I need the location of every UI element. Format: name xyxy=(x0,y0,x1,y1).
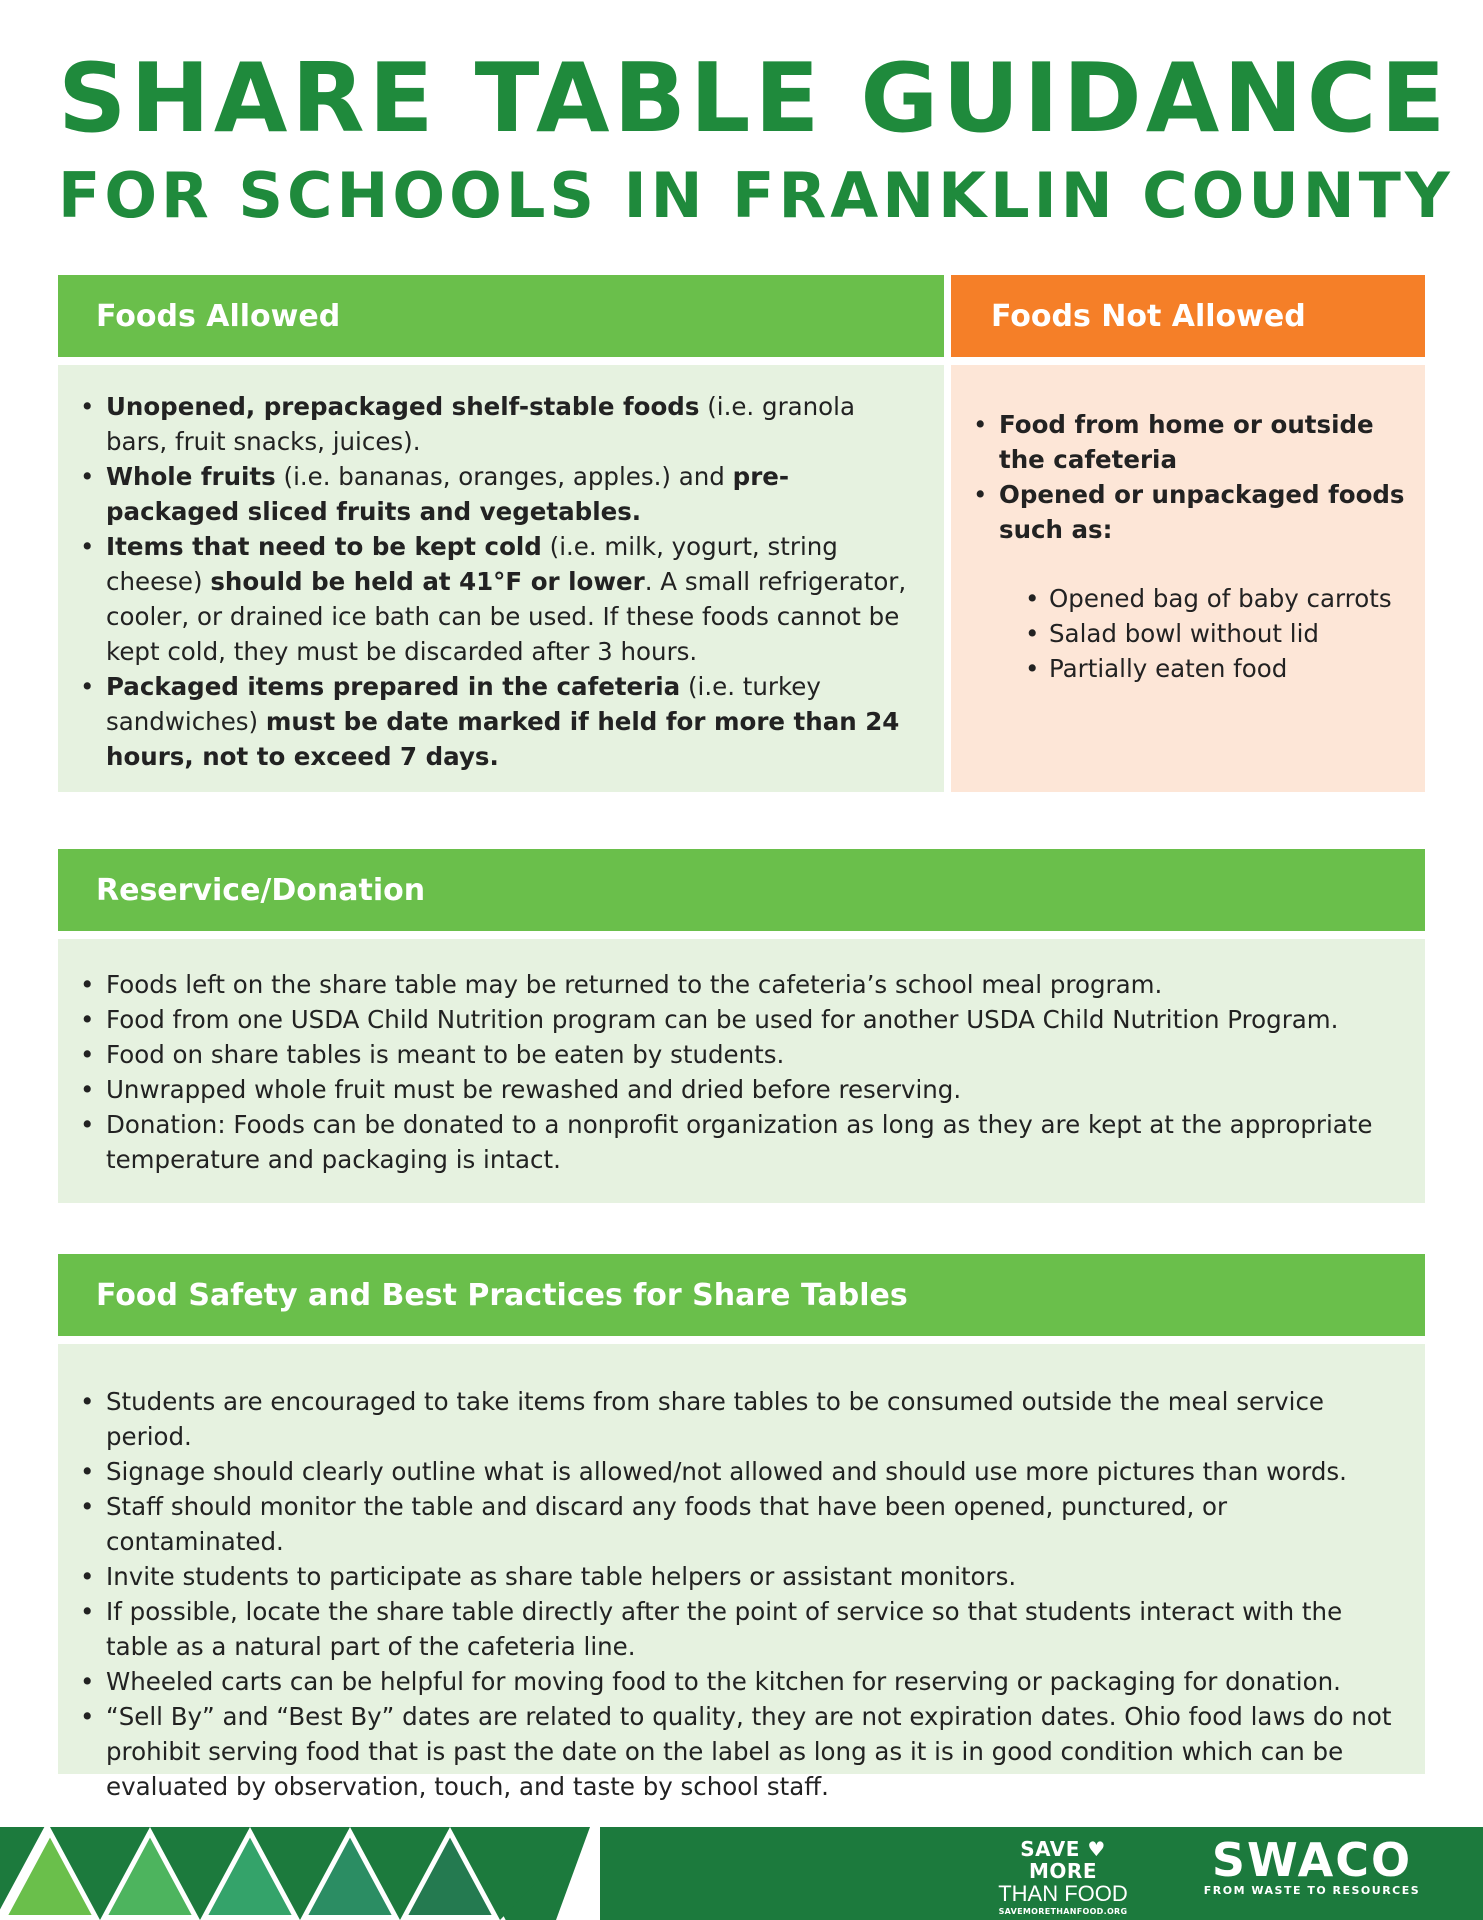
list-item: • Invite students to participate as share table helpers or assistant monitors. xyxy=(58,1559,1395,1594)
list-item: • Food from home or outside the cafeteria xyxy=(951,407,1405,477)
foods-not-allowed-heading: Foods Not Allowed xyxy=(951,275,1425,357)
list-item: • If possible, locate the share table directly after the point of service so that students interact with the table as a natural part of the cafeteria line. xyxy=(58,1594,1395,1664)
list-item: • Wheeled carts can be helpful for moving food to the kitchen for reserving or packaging for donation. xyxy=(58,1664,1395,1699)
list-item: • Opened bag of baby carrots xyxy=(951,581,1405,616)
food-safety-heading: Food Safety and Best Practices for Share Tables xyxy=(58,1254,1425,1336)
foods-allowed-list xyxy=(58,389,914,774)
foods-not-allowed-list xyxy=(951,407,1405,547)
swaco-name: SWACO xyxy=(1211,1833,1413,1887)
list-item: • Food from one USDA Child Nutrition program can be used for another USDA Child Nutrition Program. xyxy=(58,1002,1395,1037)
swaco-logo xyxy=(1196,1833,1428,1898)
list-item: • Signage should clearly outline what is allowed/not allowed and should use more pictures than words. xyxy=(58,1454,1395,1489)
list-item: • Unwrapped whole fruit must be rewashed and dried before reserving. xyxy=(58,1072,1395,1107)
list-item: • Opened or unpackaged foods such as: xyxy=(951,477,1405,547)
foods-not-allowed-examples xyxy=(951,581,1405,686)
list-item: • Items that need to be kept cold (i.e. milk, yogurt, string cheese) should be held at 41°F or lower. A small refrigerator, cooler, or drained ice bath can be used. If these foods cannot be kept cold, they must be discarded after 3 hours. xyxy=(58,529,914,669)
swaco-tagline: FROM WASTE TO RESOURCES xyxy=(1203,1884,1421,1897)
save-more-than-food-logo xyxy=(998,1838,1128,1918)
list-item: • Partially eaten food xyxy=(951,651,1405,686)
food-safety-list xyxy=(58,1384,1395,1804)
list-item: • Packaged items prepared in the cafeteria (i.e. turkey sandwiches) must be date marked if held for more than 24 hours, not to exceed 7 days. xyxy=(58,669,914,774)
reservice-list xyxy=(58,967,1395,1177)
reservice-heading: Reservice/Donation xyxy=(58,849,1425,931)
page-title: SHARE TABLE GUIDANCE xyxy=(58,44,1450,154)
smtf-url: SAVEMORETHANFOOD.ORG xyxy=(998,1907,1128,1916)
list-item: • Foods left on the share table may be returned to the cafeteria’s school meal program. xyxy=(58,967,1395,1002)
foods-allowed-heading: Foods Allowed xyxy=(58,275,944,357)
foods-allowed-card xyxy=(58,275,944,792)
page-subtitle: FOR SCHOOLS IN FRANKLIN COUNTY xyxy=(58,159,1454,232)
reservice-card xyxy=(58,849,1425,1203)
list-item: • “Sell By” and “Best By” dates are related to quality, they are not expiration dates. Ohio food laws do not prohibit serving food that is past the date on the label as long as it is in good condition which can be evaluated by observation, touch, and taste by school staff. xyxy=(58,1699,1395,1804)
list-item: • Unopened, prepackaged shelf-stable foods (i.e. granola bars, fruit snacks, juices). xyxy=(58,389,914,459)
smtf-line1: SAVE ♥ MORE xyxy=(1020,1837,1106,1883)
list-item: • Food on share tables is meant to be eaten by students. xyxy=(58,1037,1395,1072)
smtf-line2: THAN FOOD xyxy=(998,1881,1128,1906)
list-item: • Students are encouraged to take items from share tables to be consumed outside the meal service period. xyxy=(58,1384,1395,1454)
foods-not-allowed-card xyxy=(951,275,1425,792)
list-item: • Whole fruits (i.e. bananas, oranges, apples.) and pre-packaged sliced fruits and vegetables. xyxy=(58,459,914,529)
list-item: • Donation: Foods can be donated to a nonprofit organization as long as they are kept at the appropriate temperature and packaging is intact. xyxy=(58,1107,1395,1177)
list-item: • Staff should monitor the table and discard any foods that have been opened, punctured, or contaminated. xyxy=(58,1489,1395,1559)
triangle-pattern-icon xyxy=(0,1827,600,1920)
list-item: • Salad bowl without lid xyxy=(951,616,1405,651)
food-safety-card xyxy=(58,1254,1425,1801)
